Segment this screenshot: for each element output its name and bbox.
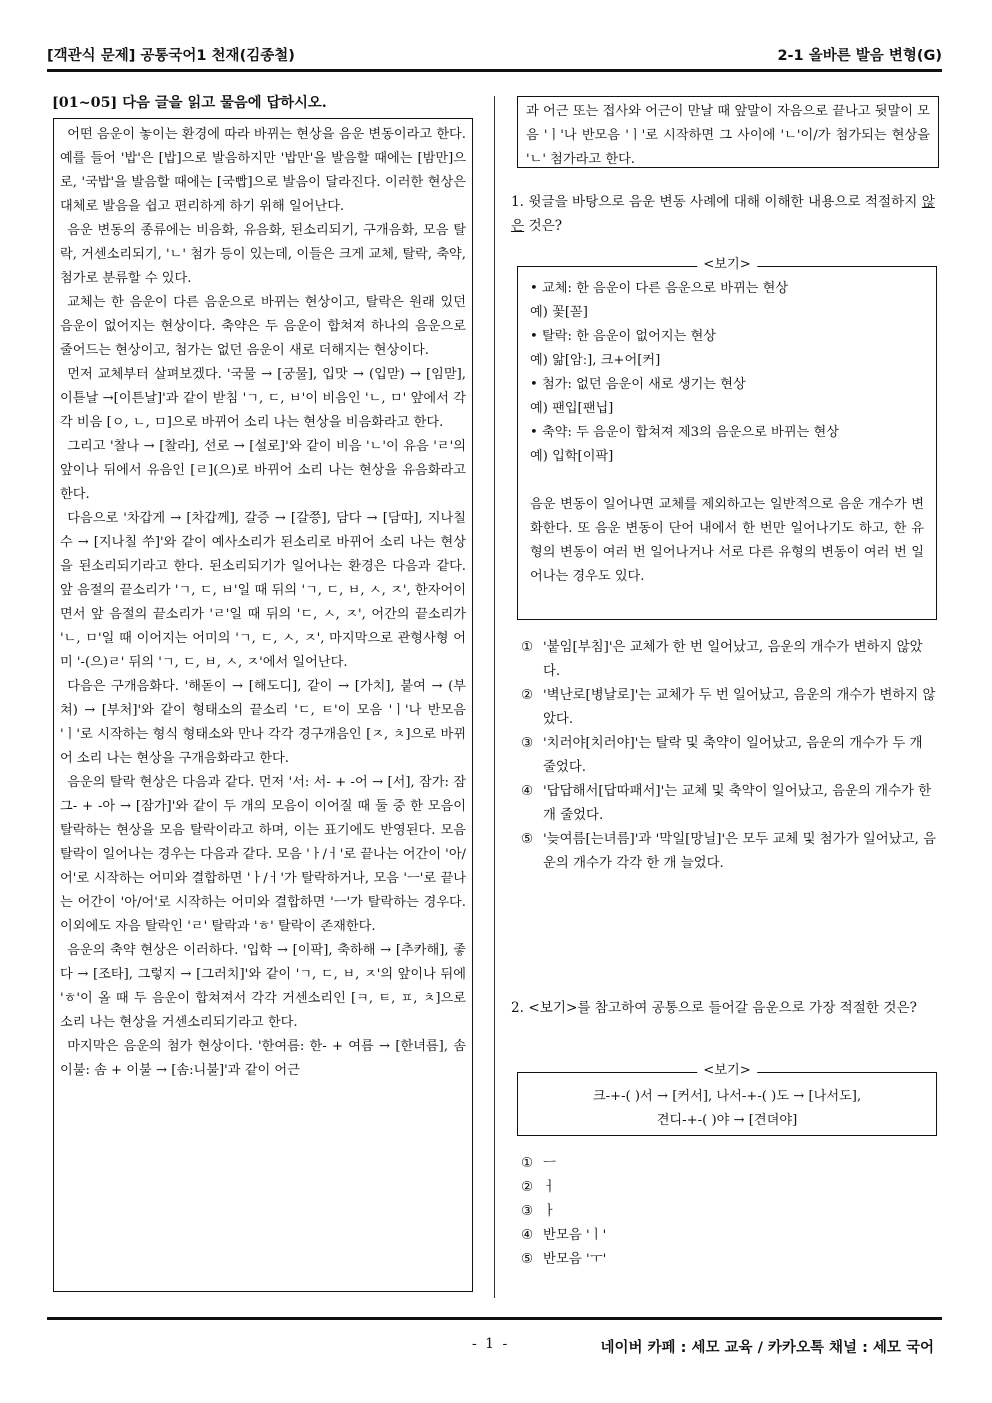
choice-5[interactable] bbox=[521, 1248, 937, 1272]
choice-4[interactable] bbox=[521, 1224, 937, 1248]
footer-credit: 네이버 카페 : 세모 교육 / 카카오톡 채널 : 세모 국어 bbox=[600, 1340, 934, 1356]
choice-3[interactable] bbox=[521, 732, 937, 780]
choice-1[interactable] bbox=[521, 636, 937, 684]
passage-paragraph: 마지막은 음운의 첨가 현상이다. '한여름: 한- + 여름 → [한녀름], 솜이불: 솜 + 이불 → [솜:니불]'과 같이 어근 bbox=[60, 1039, 466, 1078]
bogi-line: 예) 꽃[꼳] bbox=[530, 305, 588, 320]
choice-2[interactable] bbox=[521, 684, 937, 732]
passage-box bbox=[53, 118, 473, 1292]
choice-text: '늦여름[는녀름]'과 '막일[망닐]'은 모두 교체 및 첨가가 일어났고, 음운의 개수가 각각 한 개 늘었다. bbox=[543, 832, 937, 871]
choice-marker: ③ bbox=[521, 736, 534, 751]
header-unit: 2-1 올바른 발음 변형(G) bbox=[777, 48, 942, 64]
choice-marker: ⑤ bbox=[521, 1252, 534, 1267]
passage-paragraph: 그리고 '찰나 → [찰라], 선로 → [설로]'와 같이 비음 'ㄴ'이 유음 'ㄹ'의 앞이나 뒤에서 유음인 [ㄹ](으)로 바뀌어 소리 나는 현상을 유음화라고 한다. bbox=[60, 439, 466, 502]
header-rule bbox=[47, 69, 942, 72]
column-divider bbox=[494, 96, 495, 1298]
choices-q2 bbox=[521, 1152, 937, 1272]
choice-2[interactable] bbox=[521, 1176, 937, 1200]
header-title: [객관식 문제] 공통국어1 천재(김종철) bbox=[47, 48, 295, 64]
passage-continued: 과 어근 또는 접사와 어근이 만날 때 앞말이 자음으로 끝나고 뒷말이 모음 'ㅣ'나 반모음 'ㅣ'로 시작하면 그 사이에 'ㄴ'이/가 첨가되는 현상을 'ㄴ' 첨가라고 한다. bbox=[517, 96, 939, 168]
bogi-line: 예) 입학[이팍] bbox=[530, 449, 614, 464]
bogi-line: 예) 앎[암ː], 크+어[커] bbox=[530, 353, 661, 368]
bogi-line: 견디-+-( )야 → [견뎌야] bbox=[656, 1113, 798, 1128]
passage-paragraph: 음운의 축약 현상은 이러하다. '입학 → [이팍], 축하해 → [추카해], 좋다 → [조타], 그렇지 → [그러치]'와 같이 'ㄱ, ㄷ, ㅂ, ㅈ'의 앞이나 뒤에 'ㅎ'이 올 때 두 음운이 합쳐져서 각각 거센소리인 [ㅋ, ㅌ, ㅍ, ㅊ]으로 소리 나는 현상을 거센소리되기라고 한다. bbox=[60, 943, 466, 1030]
bogi-line: • 탈락: 한 음운이 없어지는 현상 bbox=[530, 329, 717, 344]
choice-marker: ③ bbox=[521, 1204, 534, 1219]
choice-marker: ④ bbox=[521, 1228, 534, 1243]
passage-paragraph: 교체는 한 음운이 다른 음운으로 바뀌는 현상이고, 탈락은 원래 있던 음운이 없어지는 현상이다. 축약은 두 음운이 합쳐져 하나의 음운으로 줄어드는 현상이고, 첨가는 없던 음운이 새로 더해지는 현상이다. bbox=[60, 295, 466, 358]
bogi-title: <보기> bbox=[697, 1061, 757, 1081]
page-number: - 1 - bbox=[472, 1336, 510, 1352]
bogi-title: <보기> bbox=[697, 255, 757, 275]
choice-4[interactable] bbox=[521, 780, 937, 828]
choice-1[interactable] bbox=[521, 1152, 937, 1176]
bogi-line: • 교체: 한 음운이 다른 음운으로 바뀌는 현상 bbox=[530, 281, 789, 296]
choice-text: '치러야[치러야]'는 탈락 및 축약이 일어났고, 음운의 개수가 두 개 줄었다. bbox=[543, 736, 923, 775]
choice-text: ㅏ bbox=[543, 1204, 556, 1219]
question-text-end: 것은? bbox=[524, 218, 563, 234]
choice-marker: ② bbox=[521, 1180, 534, 1195]
choice-3[interactable] bbox=[521, 1200, 937, 1224]
question-1 bbox=[511, 190, 941, 238]
choice-marker: ① bbox=[521, 640, 534, 655]
passage-paragraph: 어떤 음운이 놓이는 환경에 따라 바뀌는 현상을 음운 변동이라고 한다. 예를 들어 '밥'은 [밥]으로 발음하지만 '밥만'을 발음할 때에는 [밤만]으로, '국밥'을 발음할 때에는 [국빱]으로 발음이 달라진다. 이러한 현상은 대체로 발음을 쉽고 편리하게 하기 위해 일어난다. bbox=[60, 127, 466, 214]
question-text: <보기>를 참고하여 공통으로 들어갈 음운으로 가장 적절한 것은? bbox=[528, 1000, 917, 1016]
question-number: 1. bbox=[511, 194, 524, 210]
choice-text: '붙임[부침]'은 교체가 한 번 일어났고, 음운의 개수가 변하지 않았다. bbox=[543, 640, 923, 679]
choice-text: 반모음 'ㅜ' bbox=[543, 1252, 607, 1267]
question-2 bbox=[511, 996, 941, 1020]
choice-marker: ② bbox=[521, 688, 534, 703]
choice-text: '벽난로[병날로]'는 교체가 두 번 일어났고, 음운의 개수가 변하지 않았다. bbox=[543, 688, 936, 727]
bogi-box-1 bbox=[517, 257, 937, 620]
choice-marker: ⑤ bbox=[521, 832, 534, 847]
choice-5[interactable] bbox=[521, 828, 937, 876]
bogi-line: 예) 팬입[팬닙] bbox=[530, 401, 614, 416]
passage-paragraph: 음운의 탈락 현상은 다음과 같다. 먼저 '서: 서- + -어 → [서], 잠가: 잠그- + -아 → [잠가]'와 같이 두 개의 모음이 이어질 때 둘 중 한 모음이 탈락하는 현상을 모음 탈락이라고 하며, 이는 표기에도 반영된다. 모음 탈락이 일어나는 경우는 다음과 같다. 모음 'ㅏ/ㅓ'로 끝나는 어간이 '아/어'로 시작하는 어미와 결합하면 'ㅏ/ㅓ'가 탈락하거나, 모음 'ㅡ'로 끝나는 어간이 '아/어'로 시작하는 어미와 결합하면 'ㅡ'가 탈락하는 경우다. 이외에도 자음 탈락인 'ㄹ' 탈락과 'ㅎ' 탈락이 존재한다. bbox=[60, 775, 466, 934]
passage-paragraph: 다음은 구개음화다. '해돋이 → [해도디], 같이 → [가치], 붙여 → (부쳐) → [부처]'와 같이 형태소의 끝소리 'ㄷ, ㅌ'이 모음 'ㅣ'나 반모음 'ㅣ'로 시작하는 형식 형태소와 만나 각각 경구개음인 [ㅈ, ㅊ]으로 바뀌어 소리 나는 현상을 구개음화라고 한다. bbox=[60, 679, 466, 766]
passage-paragraph: 음운 변동의 종류에는 비음화, 유음화, 된소리되기, 구개음화, 모음 탈락, 거센소리되기, 'ㄴ' 첨가 등이 있는데, 이들은 크게 교체, 탈락, 축약, 첨가로 분류할 수 있다. bbox=[60, 223, 466, 286]
bogi-line: • 첨가: 없던 음운이 새로 생기는 현상 bbox=[530, 377, 746, 392]
question-number: 2. bbox=[511, 1000, 524, 1016]
choice-text: 반모음 'ㅣ' bbox=[543, 1228, 607, 1243]
question-emphasis: 않은 bbox=[511, 194, 935, 234]
bogi-paragraph: 음운 변동이 일어나면 교체를 제외하고는 일반적으로 음운 개수가 변화한다. 또 음운 변동이 단어 내에서 한 번만 일어나기도 하고, 한 유형의 변동이 여러 번 일어나거나 서로 다른 유형의 변동이 여러 번 일어나는 경우도 있다. bbox=[530, 497, 924, 584]
choices-q1 bbox=[521, 636, 937, 876]
question-text: 윗글을 바탕으로 음운 변동 사례에 대해 이해한 내용으로 적절하지 bbox=[528, 194, 922, 210]
choice-text: ㅓ bbox=[543, 1180, 556, 1195]
passage-paragraph: 다음으로 '차갑게 → [차갑께], 갈증 → [갈쯩], 담다 → [담따], 지나칠 수 → [지나칠 쑤]'와 같이 예사소리가 된소리로 바뀌어 소리 나는 현상을 된소리되기라고 한다. 된소리되기가 일어나는 환경은 다음과 같다. 앞 음절의 끝소리가 'ㄱ, ㄷ, ㅂ'일 때 뒤의 'ㄱ, ㄷ, ㅂ, ㅅ, ㅈ', 한자어이면서 앞 음절의 끝소리가 'ㄹ'일 때 뒤의 'ㄷ, ㅅ, ㅈ', 어간의 끝소리가 'ㄴ, ㅁ'일 때 이어지는 어미의 'ㄱ, ㄷ, ㅅ, ㅈ', 마지막으로 관형사형 어미 '-(으)ㄹ' 뒤의 'ㄱ, ㄷ, ㅂ, ㅅ, ㅈ'에서 일어난다. bbox=[60, 511, 466, 670]
choice-text: '답답해서[답따패서]'는 교체 및 축약이 일어났고, 음운의 개수가 한 개 줄었다. bbox=[543, 784, 932, 823]
footer-rule bbox=[47, 1317, 942, 1320]
passage-paragraph: 먼저 교체부터 살펴보겠다. '국물 → [궁물], 입맛 → (입맏) → [임맏], 이튿날 →[이튼날]'과 같이 받침 'ㄱ, ㄷ, ㅂ'이 비음인 'ㄴ, ㅁ' 앞에서 각각 비음 [ㅇ, ㄴ, ㅁ]으로 바뀌어 소리 나는 현상을 비음화라고 한다. bbox=[60, 367, 466, 430]
bogi-line: 크-+-( )서 → [커서], 나서-+-( )도 → [나서도], bbox=[592, 1089, 862, 1104]
choice-text: ㅡ bbox=[543, 1156, 556, 1171]
bogi-line: • 축약: 두 음운이 합쳐져 제3의 음운으로 바뀌는 현상 bbox=[530, 425, 839, 440]
bogi-box-2 bbox=[517, 1063, 937, 1136]
choice-marker: ① bbox=[521, 1156, 534, 1171]
choice-marker: ④ bbox=[521, 784, 534, 799]
instruction: [01~05] 다음 글을 읽고 물음에 답하시오. bbox=[52, 95, 327, 111]
